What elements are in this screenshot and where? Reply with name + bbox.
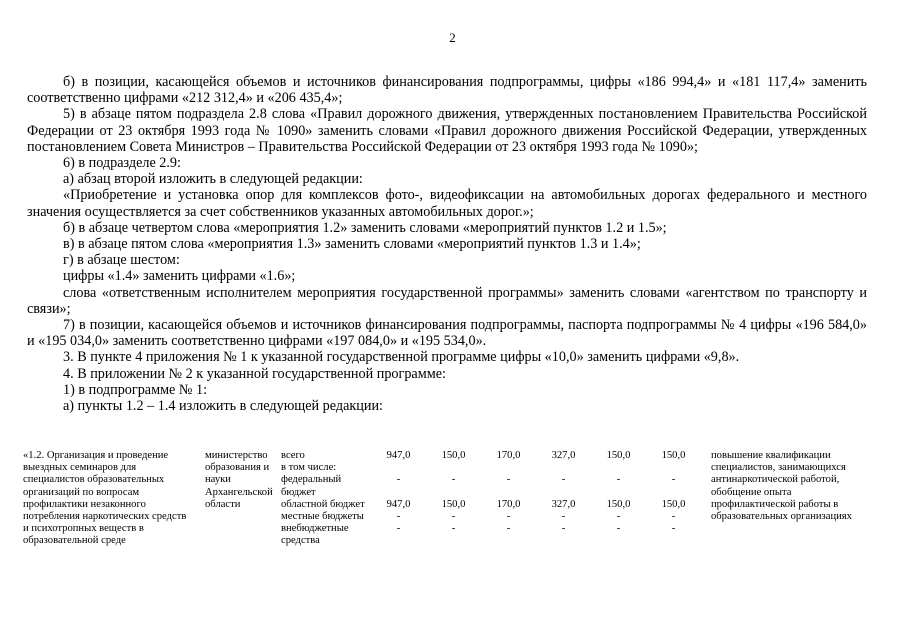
value-cell: 150,0	[441, 450, 466, 461]
paragraph: 1) в подпрограмме № 1:	[63, 381, 208, 398]
value-cell: -	[561, 511, 566, 523]
value-cell: -	[396, 474, 401, 486]
value-cell: 327,0	[551, 450, 576, 461]
value-cell: 150,0	[661, 498, 686, 510]
source-cell: внебюджетные средства	[281, 523, 349, 547]
value-cell: -	[451, 474, 456, 486]
paragraph: цифры «1.4» заменить цифрами «1.6»;	[63, 268, 296, 285]
value-cell	[371, 462, 426, 474]
value-cell: -	[616, 474, 621, 486]
value-cell: 170,0	[496, 450, 521, 461]
value-cell: 150,0	[441, 498, 466, 510]
source-cell: всего	[281, 450, 305, 461]
value-cell: -	[451, 523, 456, 535]
paragraph: а) пункты 1.2 – 1.4 изложить в следующей редакции:	[63, 398, 384, 415]
source-cell: областной бюджет	[281, 498, 365, 510]
paragraph: 3. В пункте 4 приложения № 1 к указанной государственной программе цифры «10,0» заменить цифрами «9,8».	[63, 349, 740, 366]
paragraph: б) в абзаце четвертом слова «мероприятия 1.2» заменить словами «мероприятий пунктов 1.2 и 1.5»;	[63, 219, 667, 236]
value-cell: -	[451, 511, 456, 523]
value-cell: -	[561, 474, 566, 486]
paragraph: г) в абзаце шестом:	[63, 252, 180, 269]
value-cell: 947,0	[386, 450, 411, 461]
value-cell: -	[506, 511, 511, 523]
value-cell	[536, 462, 591, 474]
paragraph: 5) в абзаце пятом подраздела 2.8 слова «Правил дорожного движения, утвержденных постановлением Правительства Российской Федерации от 23 октября 1993 года № 1090» заменить словами «Правил дорожного движения Российской Федерации, утвержденных постановлением Совета Министров – Правительства Российской Федерации от 23 октября 1993 года № 1090»;	[27, 106, 867, 155]
value-cell: -	[506, 474, 511, 486]
value-cell: -	[671, 511, 676, 523]
value-cell: 150,0	[661, 450, 686, 461]
value-cell	[646, 462, 701, 474]
value-cell: 150,0	[606, 450, 631, 461]
paragraph: 4. В приложении № 2 к указанной государственной программе:	[63, 365, 446, 382]
paragraph: а) абзац второй изложить в следующей редакции:	[63, 171, 363, 188]
paragraph: б) в позиции, касающейся объемов и источников финансирования подпрограммы, цифры «186 994,4» и «181 117,4» заменить соответственно цифрами «212 312,4» и «206 435,4»;	[27, 74, 867, 107]
program-measures-table	[21, 450, 863, 548]
value-cell: 150,0	[606, 498, 631, 510]
value-cell: -	[671, 523, 676, 535]
value-cell: 170,0	[496, 498, 521, 510]
value-cell: 947,0	[386, 498, 411, 510]
paragraph: 6) в подразделе 2.9:	[63, 155, 181, 172]
value-cell: -	[616, 523, 621, 535]
source-cell: федеральный бюджет	[281, 474, 342, 498]
source-cell: местные бюджеты	[281, 511, 364, 523]
value-cell: -	[561, 523, 566, 535]
paragraph: в) в абзаце пятом слова «мероприятия 1.3» заменить словами «мероприятий пунктов 1.3 и 1.4»;	[63, 236, 641, 253]
value-cell	[426, 462, 481, 474]
value-cell: -	[671, 474, 676, 486]
table-row	[21, 450, 863, 462]
paragraph: «Приобретение и установка опор для комплексов фото-, видеофиксации на автомобильных дорогах федерального и местного значения осуществляется за счет собственников указанных автомобильных дорог.»;	[27, 187, 867, 220]
value-cell	[591, 462, 646, 474]
value-cell: -	[616, 511, 621, 523]
value-cell: -	[506, 523, 511, 535]
paragraph: 7) в позиции, касающейся объемов и источников финансирования подпрограммы, паспорта подпрограммы № 4 цифры «196 584,0» и «195 034,0» заменить соответственно цифрами «197 084,0» и «195 534,0».	[27, 317, 867, 350]
source-cell: в том числе:	[281, 462, 337, 474]
document-body	[27, 74, 867, 414]
value-cell: -	[396, 511, 401, 523]
executor-cell: министерство образования и науки Архангельской области	[205, 450, 273, 510]
measure-name-cell: «1.2. Организация и проведение выездных семинаров для специалистов образовательных организаций по вопросам профилактики незаконного потребления наркотических средств и психотропных веществ в образовательной среде	[23, 450, 187, 547]
value-cell: -	[396, 523, 401, 535]
paragraph: слова «ответственным исполнителем мероприятия государственной программы» заменить словами «агентством по транспорту и связи»;	[27, 284, 867, 317]
value-cell: 327,0	[551, 498, 576, 510]
page-number: 2	[449, 30, 456, 45]
expected-result-cell: повышение квалификации специалистов, занимающихся антинаркотической работой, обобщение опыта профилактической работы в образовательных организациях	[711, 450, 852, 523]
value-cell	[481, 462, 536, 474]
